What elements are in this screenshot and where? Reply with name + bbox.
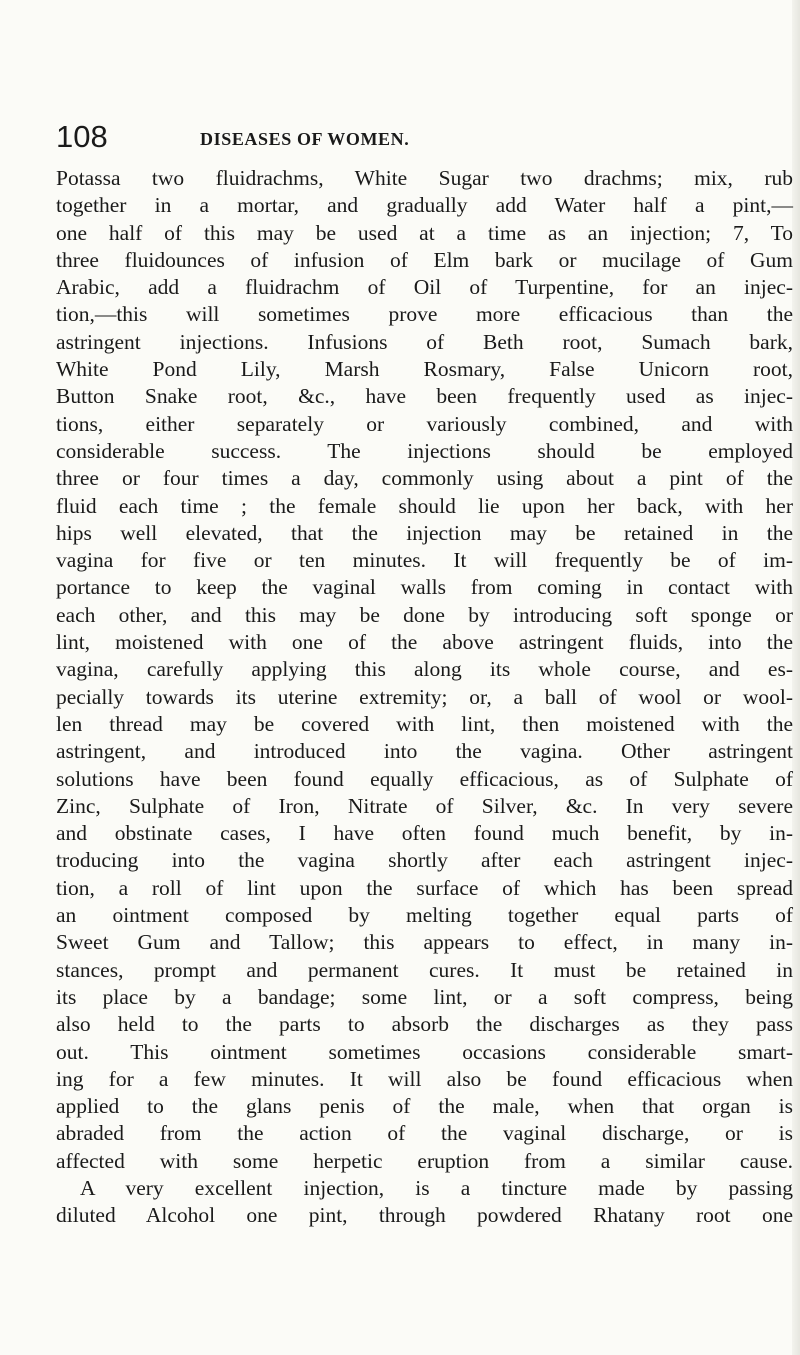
text-line: fluid each time ; the female should lie upon her back, with her <box>56 493 793 518</box>
running-title: DISEASES OF WOMEN. <box>200 129 410 149</box>
text-line: also held to the parts to absorb the discharges as they pass <box>56 1012 793 1037</box>
text-line: ing for a few minutes. It will also be found efficacious when <box>56 1066 793 1091</box>
running-head <box>56 119 756 159</box>
text-line: tions, either separately or variously combined, and with <box>56 411 793 436</box>
text-line: its place by a bandage; some lint, or a soft compress, being <box>56 984 793 1009</box>
text-line: an ointment composed by melting together equal parts of <box>56 903 793 928</box>
text-line: troducing into the vagina shortly after each astringent injec- <box>56 848 793 873</box>
page-edge <box>792 0 800 1355</box>
body-text <box>56 165 793 1230</box>
text-line: Button Snake root, &c., have been frequently used as injec- <box>56 384 793 409</box>
text-line: three or four times a day, commonly using about a pint of the <box>56 466 793 491</box>
text-line: considerable success. The injections should be employed <box>56 438 793 463</box>
text-line: len thread may be covered with lint, then moistened with the <box>56 711 793 736</box>
text-line: pecially towards its uterine extremity; or, a ball of wool or wool- <box>56 684 793 709</box>
text-line: vagina, carefully applying this along its whole course, and es- <box>56 657 793 682</box>
text-line: one half of this may be used at a time as an injection; 7, To <box>56 220 793 245</box>
text-line: Sweet Gum and Tallow; this appears to effect, in many in- <box>56 930 793 955</box>
text-line: three fluidounces of infusion of Elm bark or mucilage of Gum <box>56 247 793 272</box>
text-line: tion,—this will sometimes prove more efficacious than the <box>56 302 793 327</box>
text-line: Potassa two fluidrachms, White Sugar two drachms; mix, rub <box>56 166 793 190</box>
text-line: solutions have been found equally efficacious, as of Sulphate of <box>56 766 793 791</box>
text-line: diluted Alcohol one pint, through powdered Rhatany root one <box>56 1203 793 1228</box>
text-line: astringent, and introduced into the vagina. Other astringent <box>56 739 793 764</box>
page-number: 108 <box>56 119 108 154</box>
text-line: Zinc, Sulphate of Iron, Nitrate of Silver, &c. In very severe <box>56 793 793 818</box>
text-line: affected with some herpetic eruption from a similar cause. <box>56 1148 793 1173</box>
text-line: and obstinate cases, I have often found much benefit, by in- <box>56 821 793 846</box>
text-line: applied to the glans penis of the male, when that organ is <box>56 1094 793 1119</box>
text-line: out. This ointment sometimes occasions considerable smart- <box>56 1039 793 1064</box>
text-line: Arabic, add a fluidrachm of Oil of Turpentine, for an injec- <box>56 275 793 300</box>
text-line: stances, prompt and permanent cures. It must be retained in <box>56 957 793 982</box>
text-line: astringent injections. Infusions of Beth root, Sumach bark, <box>56 329 793 354</box>
text-line: together in a mortar, and gradually add Water half a pint,— <box>56 193 793 218</box>
text-line: lint, moistened with one of the above astringent fluids, into the <box>56 630 793 655</box>
text-line: each other, and this may be done by introducing soft sponge or <box>56 602 793 627</box>
text-line: vagina for five or ten minutes. It will frequently be of im- <box>56 548 793 573</box>
text-line: abraded from the action of the vaginal discharge, or is <box>56 1121 793 1146</box>
text-line: portance to keep the vaginal walls from coming in contact with <box>56 575 793 600</box>
text-line: tion, a roll of lint upon the surface of which has been spread <box>56 875 793 900</box>
text-line: A very excellent injection, is a tincture made by passing <box>80 1175 793 1200</box>
text-line: hips well elevated, that the injection may be retained in the <box>56 520 793 545</box>
text-line: White Pond Lily, Marsh Rosmary, False Unicorn root, <box>56 357 793 382</box>
